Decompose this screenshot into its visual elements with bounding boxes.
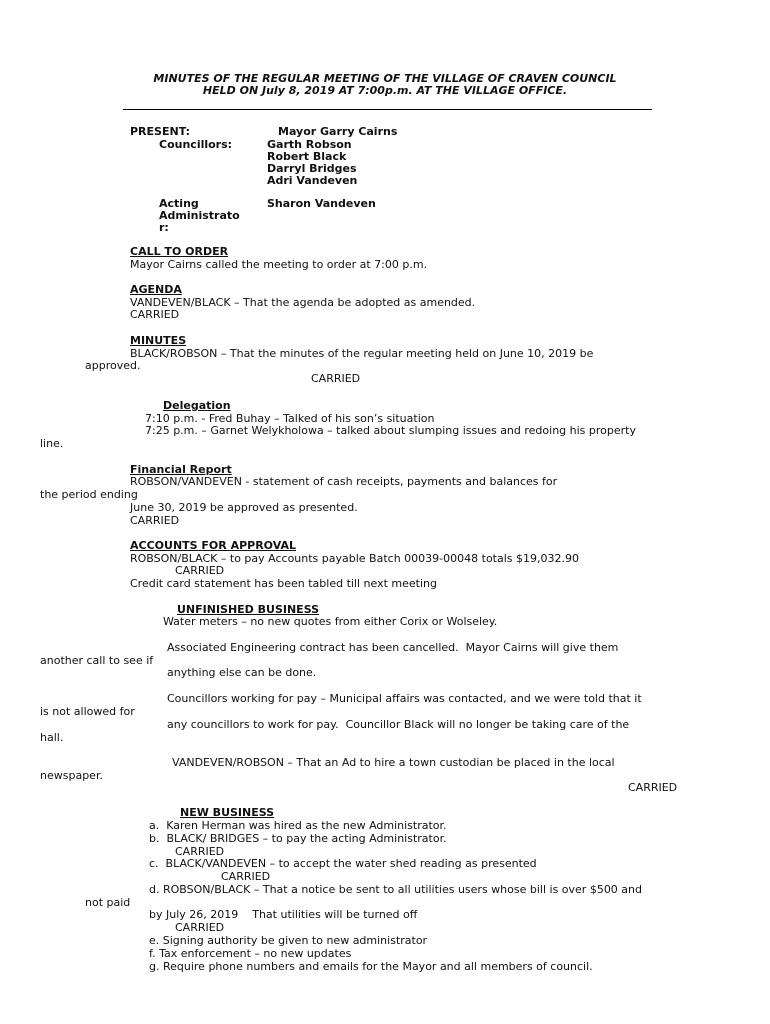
minutes-heading: MINUTES [130,334,187,347]
delegation-item: 7:10 p.m. - Fred Buhay – Talked of his son’s situation [145,412,435,425]
councillors-pay-wrap-2: hall. [40,731,64,744]
delegation-item: 7:25 p.m. – Garnet Welykholowa – talked about slumping issues and redoing his property [145,424,636,437]
councillors-label: Councillors: [159,138,233,151]
admin-name: Sharon Vandeven [267,197,376,210]
agenda-motion: VANDEVEN/BLACK – That the agenda be adopted as amended. [130,296,476,309]
new-business-item: e. Signing authority be given to new administrator [149,934,428,947]
associated-engineering-cont: anything else can be done. [167,666,317,679]
new-business-item: g. Require phone numbers and emails for the Mayor and all members of council. [149,960,593,973]
financial-result: CARRIED [130,514,180,527]
unfinished-business-heading: UNFINISHED BUSINESS [177,603,320,616]
financial-report-heading: Financial Report [130,463,232,476]
water-meters-item: Water meters – no new quotes from either Corix or Wolseley. [163,615,498,628]
delegation-item-wrap: line. [40,437,64,450]
financial-motion-cont: June 30, 2019 be approved as presented. [130,501,358,514]
agenda-heading: AGENDA [130,283,182,296]
mayor-name: Mayor Garry Cairns [278,125,398,138]
call-to-order-text: Mayor Cairns called the meeting to order at 7:00 p.m. [130,258,428,271]
councillor-name: Garth Robson [267,138,352,151]
call-to-order-heading: CALL TO ORDER [130,245,229,258]
new-business-item-wrap: not paid [85,896,131,909]
councillors-pay-item: Councillors working for pay – Municipal affairs was contacted, and we were told that it [167,692,642,705]
minutes-motion: BLACK/ROBSON – That the minutes of the regular meeting held on June 10, 2019 be [130,347,594,360]
new-business-result: CARRIED [175,845,225,858]
new-business-item: c. BLACK/VANDEVEN – to accept the water shed reading as presented [149,857,537,870]
councillors-pay-cont: any councillors to work for pay. Councillor Black will no longer be taking care of the [167,718,630,731]
custodian-ad-result: CARRIED [628,781,678,794]
accounts-heading: ACCOUNTS FOR APPROVAL [130,539,297,552]
minutes-motion-wrap: approved. [85,359,141,372]
admin-label-line-1: Acting [159,197,199,210]
financial-motion: ROBSON/VANDEVEN - statement of cash receipts, payments and balances for [130,475,558,488]
councillors-pay-wrap: is not allowed for [40,705,135,718]
present-label: PRESENT: [130,125,190,138]
new-business-item: b. BLACK/ BRIDGES – to pay the acting Administrator. [149,832,447,845]
new-business-heading: NEW BUSINESS [180,806,275,819]
admin-label-line-3: r: [159,221,169,234]
new-business-item: f. Tax enforcement – no new updates [149,947,352,960]
agenda-result: CARRIED [130,308,180,321]
document-title-line-2: HELD ON July 8, 2019 AT 7:00p.m. AT THE VILLAGE OFFICE. [202,84,568,97]
custodian-ad-wrap: newspaper. [40,769,103,782]
new-business-result: CARRIED [221,870,271,883]
councillor-name: Darryl Bridges [267,162,357,175]
title-divider [123,109,652,110]
admin-label-line-2: Administrato [159,209,240,222]
financial-motion-wrap: the period ending [40,488,138,501]
delegation-heading: Delegation [163,399,231,412]
associated-engineering-wrap: another call to see if [40,654,154,667]
councillor-name: Robert Black [267,150,347,163]
custodian-ad-motion: VANDEVEN/ROBSON – That an Ad to hire a town custodian be placed in the local [172,756,615,769]
minutes-result: CARRIED [311,372,361,385]
document-title-line-1: MINUTES OF THE REGULAR MEETING OF THE VILLAGE OF CRAVEN COUNCIL [153,72,617,85]
accounts-result: CARRIED [175,564,225,577]
new-business-item: a. Karen Herman was hired as the new Administrator. [149,819,447,832]
new-business-item: d. ROBSON/BLACK – That a notice be sent to all utilities users whose bill is over $500 and [149,883,643,896]
new-business-item-cont: by July 26, 2019 That utilities will be turned off [149,908,418,921]
new-business-result: CARRIED [175,921,225,934]
accounts-note: Credit card statement has been tabled till next meeting [130,577,437,590]
accounts-motion: ROBSON/BLACK – to pay Accounts payable Batch 00039-00048 totals $19,032.90 [130,552,579,565]
associated-engineering-item: Associated Engineering contract has been cancelled. Mayor Cairns will give them [167,641,619,654]
councillor-name: Adri Vandeven [267,174,358,187]
